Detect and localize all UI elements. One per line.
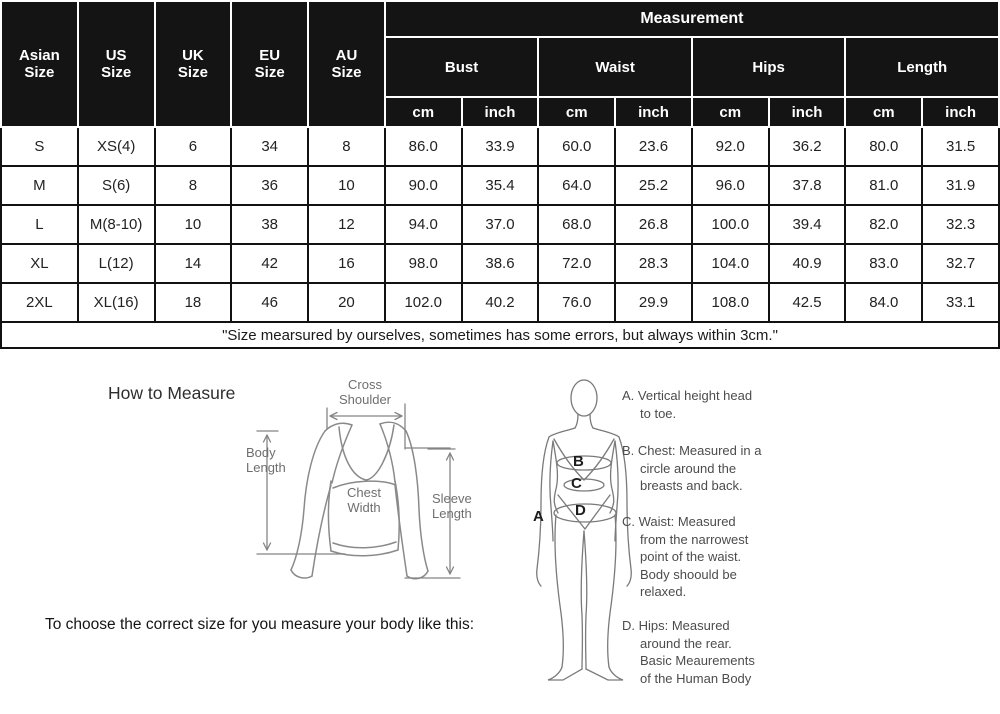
size-cell: 36 bbox=[231, 166, 308, 205]
size-cell: 6 bbox=[155, 127, 232, 166]
size-cell: 28.3 bbox=[615, 244, 692, 283]
size-cell: 32.3 bbox=[922, 205, 999, 244]
size-cell: XL bbox=[1, 244, 78, 283]
column-header-line: Size bbox=[24, 64, 55, 81]
size-cell: 92.0 bbox=[692, 127, 769, 166]
group-header-waist: Waist bbox=[538, 37, 692, 97]
column-header-us-size bbox=[78, 1, 155, 127]
label-sleeve-length bbox=[432, 491, 472, 521]
note-row bbox=[1, 322, 999, 348]
size-cell: 39.4 bbox=[769, 205, 846, 244]
header-row-measurement bbox=[1, 1, 999, 37]
size-cell: 94.0 bbox=[385, 205, 462, 244]
label-line: Sleeve bbox=[432, 491, 472, 506]
instruction-line: B. Chest: Measured in a bbox=[622, 443, 762, 458]
how-to-measure-section bbox=[0, 357, 1000, 714]
unit-header: cm bbox=[538, 97, 615, 127]
size-cell: 12 bbox=[308, 205, 385, 244]
figure-label-b: B bbox=[573, 453, 584, 470]
label-line: Width bbox=[347, 500, 381, 515]
instruction-line: of the Human Body bbox=[640, 670, 752, 686]
size-cell: 37.0 bbox=[462, 205, 539, 244]
size-cell: 31.5 bbox=[922, 127, 999, 166]
size-cell: XL(16) bbox=[78, 283, 155, 322]
size-cell: 42 bbox=[231, 244, 308, 283]
size-cell: 29.9 bbox=[615, 283, 692, 322]
instruction-line: around the rear. bbox=[640, 635, 732, 651]
instruction-line: Basic Meaurements bbox=[640, 653, 755, 668]
instruction-line: from the narrowest bbox=[640, 531, 749, 547]
figure-label-a: A bbox=[533, 508, 544, 525]
size-cell: 36.2 bbox=[769, 127, 846, 166]
unit-header: cm bbox=[845, 97, 922, 127]
footer-instruction-text: To choose the correct size for you measure your body like this: bbox=[45, 616, 475, 633]
column-header-line: Size bbox=[254, 64, 285, 81]
size-cell: 90.0 bbox=[385, 166, 462, 205]
instruction-line: point of the waist. bbox=[640, 549, 742, 564]
size-cell: 104.0 bbox=[692, 244, 769, 283]
size-cell: 32.7 bbox=[922, 244, 999, 283]
size-cell: 8 bbox=[155, 166, 232, 205]
size-cell: M(8-10) bbox=[78, 205, 155, 244]
column-header-line: UK bbox=[182, 47, 204, 64]
size-cell: 60.0 bbox=[538, 127, 615, 166]
size-cell: 82.0 bbox=[845, 205, 922, 244]
size-cell: 102.0 bbox=[385, 283, 462, 322]
size-cell: 2XL bbox=[1, 283, 78, 322]
unit-header: inch bbox=[769, 97, 846, 127]
measurement-header: Measurement bbox=[385, 1, 999, 37]
column-header-line: Asian bbox=[18, 47, 60, 64]
size-cell: 96.0 bbox=[692, 166, 769, 205]
instruction-b bbox=[622, 442, 792, 495]
size-cell: 20 bbox=[308, 283, 385, 322]
label-chest-width bbox=[330, 485, 398, 515]
size-cell: 14 bbox=[155, 244, 232, 283]
size-cell: 81.0 bbox=[845, 166, 922, 205]
size-cell: 8 bbox=[308, 127, 385, 166]
label-line: Body bbox=[246, 445, 276, 460]
label-line: Chest bbox=[347, 485, 381, 500]
table-row bbox=[1, 205, 999, 244]
column-header-uk-size bbox=[155, 1, 232, 127]
size-cell: 80.0 bbox=[845, 127, 922, 166]
column-header-line: Size bbox=[331, 64, 362, 81]
label-cross-shoulder bbox=[325, 377, 405, 407]
unit-header: inch bbox=[462, 97, 539, 127]
size-cell: 98.0 bbox=[385, 244, 462, 283]
figure-label-d: D bbox=[575, 502, 586, 519]
size-cell: 68.0 bbox=[538, 205, 615, 244]
group-header-length: Length bbox=[845, 37, 999, 97]
body-figure-icon bbox=[526, 365, 632, 685]
label-line: Length bbox=[432, 506, 472, 521]
instruction-line: relaxed. bbox=[640, 584, 687, 599]
column-header-line: US bbox=[105, 47, 127, 64]
size-cell: 108.0 bbox=[692, 283, 769, 322]
size-note: "Size mearsured by ourselves, sometimes has some errors, but always within 3cm." bbox=[1, 322, 999, 348]
instruction-line: D. Hips: Measured bbox=[622, 618, 730, 633]
table-row bbox=[1, 283, 999, 322]
size-cell: 83.0 bbox=[845, 244, 922, 283]
figure-label-c: C bbox=[571, 475, 582, 492]
size-cell: 38 bbox=[231, 205, 308, 244]
size-cell: 40.2 bbox=[462, 283, 539, 322]
size-cell: 10 bbox=[155, 205, 232, 244]
table-row bbox=[1, 127, 999, 166]
column-header-line: EU bbox=[259, 47, 281, 64]
size-cell: 86.0 bbox=[385, 127, 462, 166]
size-cell: 100.0 bbox=[692, 205, 769, 244]
size-cell: XS(4) bbox=[78, 127, 155, 166]
table-row bbox=[1, 166, 999, 205]
size-cell: 18 bbox=[155, 283, 232, 322]
size-cell: 31.9 bbox=[922, 166, 999, 205]
size-cell: 84.0 bbox=[845, 283, 922, 322]
column-header-eu-size bbox=[231, 1, 308, 127]
unit-header: cm bbox=[692, 97, 769, 127]
size-cell: 33.1 bbox=[922, 283, 999, 322]
column-header-au-size bbox=[308, 1, 385, 127]
instruction-line: circle around the bbox=[640, 460, 737, 476]
column-header-line: AU bbox=[335, 47, 358, 64]
size-cell: 46 bbox=[231, 283, 308, 322]
column-header-line: Size bbox=[177, 64, 208, 81]
instruction-line: breasts and back. bbox=[640, 478, 743, 493]
instruction-a bbox=[622, 387, 792, 422]
instruction-line: to toe. bbox=[640, 405, 677, 421]
instruction-d bbox=[622, 617, 792, 687]
unit-header: cm bbox=[385, 97, 462, 127]
size-cell: S bbox=[1, 127, 78, 166]
size-rows bbox=[1, 127, 999, 322]
size-cell: 23.6 bbox=[615, 127, 692, 166]
size-cell: L bbox=[1, 205, 78, 244]
size-cell: 42.5 bbox=[769, 283, 846, 322]
size-cell: 38.6 bbox=[462, 244, 539, 283]
size-chart-table bbox=[0, 0, 1000, 349]
size-cell: 33.9 bbox=[462, 127, 539, 166]
label-line: Shoulder bbox=[338, 392, 392, 407]
column-header-asian-size bbox=[1, 1, 78, 127]
size-cell: 35.4 bbox=[462, 166, 539, 205]
size-cell: 76.0 bbox=[538, 283, 615, 322]
size-cell: 34 bbox=[231, 127, 308, 166]
section-heading: How to Measure bbox=[108, 383, 236, 403]
instruction-line: C. Waist: Measured bbox=[622, 514, 736, 529]
label-body-length bbox=[246, 445, 286, 475]
column-header-line: Size bbox=[101, 64, 132, 81]
instruction-line: A. Vertical height head bbox=[622, 388, 753, 403]
size-cell: L(12) bbox=[78, 244, 155, 283]
size-cell: 72.0 bbox=[538, 244, 615, 283]
label-line: Length bbox=[246, 460, 286, 475]
size-cell: 64.0 bbox=[538, 166, 615, 205]
size-cell: 37.8 bbox=[769, 166, 846, 205]
label-line: Cross bbox=[348, 377, 382, 392]
size-cell: 25.2 bbox=[615, 166, 692, 205]
size-cell: 40.9 bbox=[769, 244, 846, 283]
unit-header: inch bbox=[615, 97, 692, 127]
size-cell: S(6) bbox=[78, 166, 155, 205]
size-cell: 16 bbox=[308, 244, 385, 283]
size-cell: 26.8 bbox=[615, 205, 692, 244]
instruction-c bbox=[622, 513, 792, 601]
group-header-hips: Hips bbox=[692, 37, 846, 97]
table-row bbox=[1, 244, 999, 283]
size-cell: M bbox=[1, 166, 78, 205]
size-cell: 10 bbox=[308, 166, 385, 205]
unit-header: inch bbox=[922, 97, 999, 127]
instruction-line: Body shoould be bbox=[640, 566, 737, 582]
group-header-bust: Bust bbox=[385, 37, 539, 97]
